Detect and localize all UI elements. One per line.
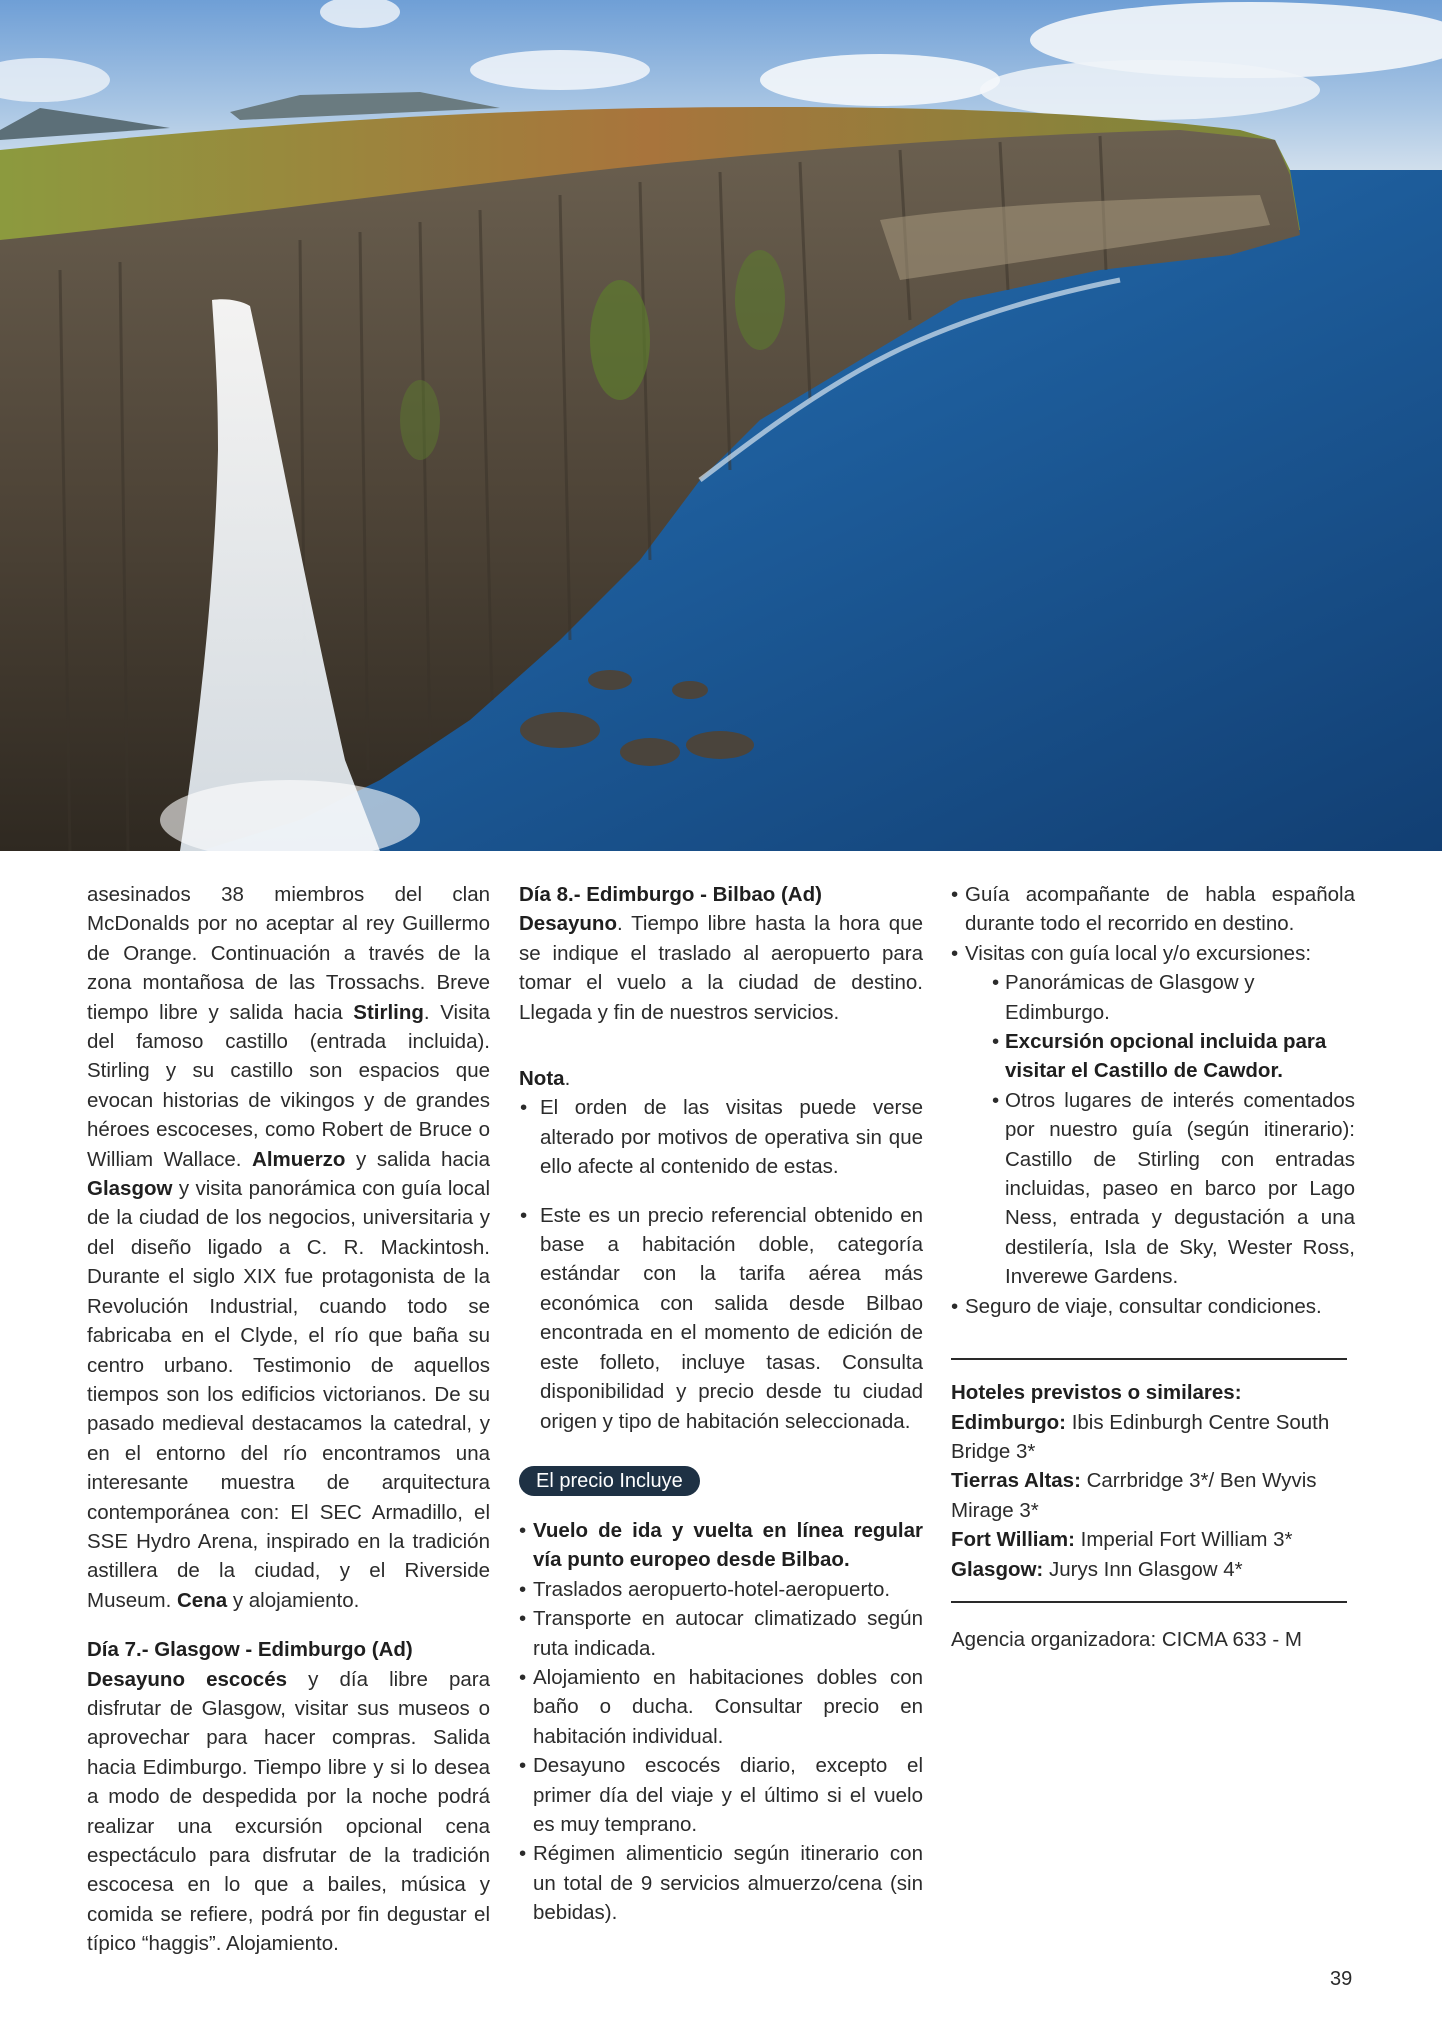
text-span: y salida hacia xyxy=(345,1147,490,1171)
includes-item: • Guía acompañante de habla española durante todo el recorrido en destino. xyxy=(951,880,1355,939)
nota-item: • El orden de las visitas puede verse alterado por motivos de operativa sin que ello afecte al contenido de estas. xyxy=(519,1093,923,1181)
hero-photo xyxy=(0,0,1442,851)
bold-glasgow: Glasgow xyxy=(87,1177,173,1201)
text-span: y visita panorámica con guía local de la ciudad de los negocios, universitaria y del diseño ligado a C. R. Mackintosh. Durante el siglo XIX fue protagonista de la Revolución Industrial, cuando todo se fabricaba en el Clyde, el río que baña su centro urbano. Testimonio de aquellos tiempos son los edificios victorianos. De su pasado medieval destacamos la catedral, y en el entorno del río encontramos una interesante muestra de arquitectura contemporánea con: El SEC Armadillo, el SSE Hydro Arena, inspirado en la tradición astillera de la ciudad, y el Riverside Museum. xyxy=(87,1177,490,1612)
text-span: . Tiempo libre hasta la hora que se indique el traslado al aeropuerto para tomar el vuelo a la ciudad de destino. Llegada y fin de nuestros servicios. xyxy=(519,912,923,1024)
hotels-heading: Hoteles previstos o similares: xyxy=(951,1381,1242,1405)
agency-line: Agencia organizadora: CICMA 633 - M xyxy=(951,1627,1302,1651)
day8-paragraph xyxy=(519,909,923,1027)
hotel-name: Carrbridge 3*/ Ben Wyvis Mirage 3* xyxy=(951,1469,1317,1522)
nota-dot: . xyxy=(564,1067,571,1091)
includes-item: • Desayuno escocés diario, excepto el primer día del viaje y el último si el vuelo es muy temprano. xyxy=(519,1751,923,1839)
includes-item xyxy=(951,939,1355,1292)
column-right xyxy=(951,880,1355,1654)
visits-subitem: • Panorámicas de Glasgow y Edimburgo. xyxy=(965,968,1355,1027)
price-includes-badge: El precio Incluye xyxy=(519,1466,700,1496)
hotel-entry xyxy=(951,1555,1355,1584)
bold-almuerzo: Almuerzo xyxy=(252,1147,346,1171)
text-span: . Visita del famoso castillo (entrada incluida). Stirling y su castillo son espacios que evocan historias de vikingos y de grandes héroes escoceses, como Robert de Bruce o William Wallace. xyxy=(87,1000,490,1171)
hotel-name: Jurys Inn Glasgow 4* xyxy=(1043,1557,1243,1581)
bold-stirling: Stirling xyxy=(353,1000,424,1024)
text-span: y día libre para disfrutar de Glasgow, visitar sus museos o aprovechar para hacer compras. Salida hacia Edimburgo. Tiempo libre y si lo desea a modo de despedida por la noche podrá realizar una excursión opcional cena espectáculo para disfrutar de la tradición escocesa en lo que a bailes, música y comida se refiere, podrá por fin degustar el típico “haggis”. Alojamiento. xyxy=(87,1667,490,1956)
nota-item: • Este es un precio referencial obtenido en base a habitación doble, categoría estándar con la tarifa aérea más económica con salida desde Bilbao encontrada en el momento de edición de este folleto, incluye tasas. Consulta disponibilidad y precio desde tu ciudad origen y tipo de habitación seleccionada. xyxy=(519,1201,923,1436)
day7-paragraph xyxy=(87,1665,490,1959)
hotel-name: Imperial Fort William 3* xyxy=(1074,1528,1293,1552)
day8-title: Día 8.- Edimburgo - Bilbao (Ad) xyxy=(519,883,822,906)
hotel-city: Tierras Altas: xyxy=(951,1469,1081,1493)
nota-heading xyxy=(519,1064,923,1093)
includes-list xyxy=(519,1516,923,1928)
divider xyxy=(951,1358,1347,1360)
hotel-city: Edimburgo: xyxy=(951,1410,1067,1434)
bold-desayuno-escoces: Desayuno escocés xyxy=(87,1667,288,1691)
hotel-entry xyxy=(951,1525,1355,1554)
nota-list xyxy=(519,1093,923,1435)
includes-item: • Transporte en autocar climatizado según ruta indicada. xyxy=(519,1604,923,1663)
hotel-entry xyxy=(951,1408,1355,1467)
visits-sublist xyxy=(965,968,1355,1291)
bold-desayuno: Desayuno xyxy=(519,912,617,936)
includes-item: • Régimen alimenticio según itinerario con un total de 9 servicios almuerzo/cena (sin bebidas). xyxy=(519,1839,923,1927)
includes-item-text: Vuelo de ida y vuelta en línea regular vía punto europeo desde Bilbao. xyxy=(533,1518,923,1572)
hotel-entry xyxy=(951,1466,1355,1525)
day7-title: Día 7.- Glasgow - Edimburgo (Ad) xyxy=(87,1638,413,1662)
cliff-waterfall-photo xyxy=(0,0,1442,851)
text-span: y alojamiento. xyxy=(227,1588,360,1612)
visits-subitem-text: Excursión opcional incluida para visitar el Castillo de Cawdor. xyxy=(1005,1030,1327,1083)
includes-item: • Alojamiento en habitaciones dobles con baño o ducha. Consultar precio en habitación individual. xyxy=(519,1663,923,1751)
includes-item: • Traslados aeropuerto-hotel-aeropuerto. xyxy=(519,1575,923,1604)
visits-subitem: • Otros lugares de interés comentados por nuestro guía (según itinerario): Castillo de Stirling con entradas incluidas, paseo en barco por Lago Ness, entrada y degustación a una destilería, Isla de Sky, Wester Ross, Inverewe Gardens. xyxy=(965,1086,1355,1292)
includes-list-continued xyxy=(951,880,1355,1321)
text-span: asesinados 38 miembros del clan McDonalds por no aceptar al rey Guillermo de Orange. Continuación a través de la zona montañosa de las Trossachs. Breve tiempo libre y salida hacia xyxy=(87,883,490,1024)
includes-item: • Seguro de viaje, consultar condiciones. xyxy=(951,1292,1355,1321)
visits-subitem xyxy=(965,1027,1355,1086)
nota-label: Nota xyxy=(519,1067,565,1091)
divider xyxy=(951,1601,1347,1603)
hotel-name: Ibis Edinburgh Centre South Bridge 3* xyxy=(951,1410,1330,1463)
includes-item xyxy=(519,1516,923,1575)
column-middle xyxy=(519,880,923,1928)
page-number: 39 xyxy=(1330,1968,1353,1990)
column-left xyxy=(87,880,490,1959)
day6-continuation-paragraph xyxy=(87,880,490,1615)
hotel-city: Glasgow: xyxy=(951,1557,1044,1581)
bold-cena: Cena xyxy=(177,1588,228,1612)
visits-label: Visitas con guía local y/o excursiones: xyxy=(965,941,1312,965)
hotel-city: Fort William: xyxy=(951,1528,1075,1552)
